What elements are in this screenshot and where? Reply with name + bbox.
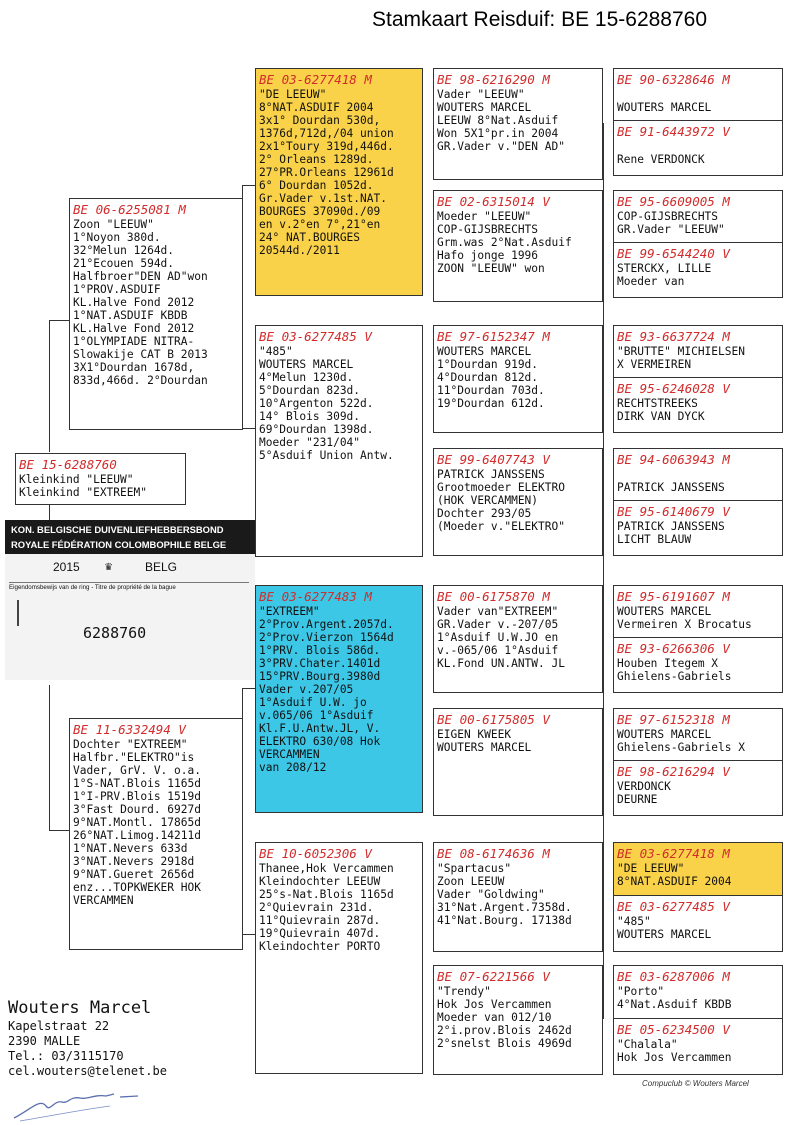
pedigree-line: WOUTERS MARCEL (617, 101, 712, 114)
connector (603, 380, 604, 498)
pedigree-line: v.065/06 1°Asduif (259, 709, 374, 722)
pedigree-line: Vader "Goldwing" (437, 888, 545, 901)
gen3-ring: BE 99-6407743 V (437, 452, 550, 467)
gen3-box (433, 708, 603, 816)
owner-city: 2390 MALLE (8, 1034, 81, 1048)
gen4-pair-box (613, 68, 783, 176)
gen4-ring: BE 03-6277418 M (617, 846, 730, 861)
pen-mark (17, 600, 19, 626)
certificate-body (5, 554, 255, 680)
pedigree-line: 11°Quievrain 287d. (259, 914, 381, 927)
pedigree-line: "DE LEEUW" (259, 88, 327, 101)
pedigree-line: 6° Dourdan 1052d. (259, 179, 374, 192)
gen3-ring: BE 00-6175805 V (437, 712, 550, 727)
pedigree-line: "485" (259, 345, 293, 358)
pedigree-line: v.-065/06 1°Asduif (437, 644, 559, 657)
pedigree-line: Kleindochter LEEUW (259, 875, 381, 888)
subject-line: Kleinkind "LEEUW" (19, 473, 134, 486)
pedigree-line: DEURNE (617, 793, 658, 806)
pedigree-line: Vermeiren X Brocatus (617, 618, 752, 631)
gen3-ring: BE 07-6221566 V (437, 969, 550, 984)
sire-sire-box (255, 68, 423, 296)
pedigree-line: 3X1°Dourdan 1678d, (73, 361, 195, 374)
gen4-entry (614, 637, 782, 693)
pedigree-line: (Moeder v."ELEKTRO" (437, 520, 565, 533)
pedigree-line: Moeder van (617, 275, 685, 288)
pedigree-line: 1376d,712d,/04 union (259, 127, 394, 140)
pedigree-line: LEEUW 8°Nat.Asduif (437, 114, 559, 127)
pedigree-line: 32°Melun 1264d. (73, 244, 175, 257)
connector (603, 894, 604, 1019)
sire-dam-ring: BE 03-6277485 V (259, 329, 372, 344)
pedigree-line: 27°PR.Orleans 12961d (259, 166, 394, 179)
pedigree-line: Gr.Vader v.1st.NAT. (259, 192, 387, 205)
certificate-header (5, 520, 255, 554)
gen3-box (433, 448, 603, 556)
pedigree-line (617, 140, 779, 153)
certificate-number: 6288760 (83, 624, 147, 642)
gen4-pair-box (613, 448, 783, 556)
gen4-entry (614, 449, 782, 500)
pedigree-line: WOUTERS MARCEL (437, 741, 532, 754)
gen3-box (433, 842, 603, 952)
pedigree-line: WOUTERS MARCEL (259, 358, 354, 371)
pedigree-line (617, 468, 779, 481)
pedigree-line: 2°i.prov.Blois 2462d (437, 1024, 572, 1037)
pedigree-line: 2x1°Toury 319d,446d. (259, 140, 394, 153)
gen4-ring: BE 93-6637724 M (617, 329, 730, 344)
pedigree-line: 10°Argenton 522d. (259, 397, 374, 410)
owner-phone: Tel.: 03/3115170 (8, 1049, 124, 1063)
pedigree-line: 833d,466d. 2°Dourdan (73, 374, 208, 387)
pedigree-line: Zoon LEEUW (437, 875, 505, 888)
pedigree-line: en v.2°en 7°,21°en (259, 218, 381, 231)
gen4-ring: BE 94-6063943 M (617, 452, 730, 467)
sire-box (69, 198, 243, 430)
pedigree-line: LICHT BLAUW (617, 533, 692, 546)
certificate-header-nl: KON. BELGISCHE DUIVENLIEFHEBBERSBOND (11, 524, 224, 535)
pedigree-line: 8°NAT.ASDUIF 2004 (617, 875, 732, 888)
pedigree-line: Hafo jonge 1996 (437, 249, 539, 262)
ring-certificate (5, 520, 255, 685)
pedigree-line: 69°Dourdan 1398d. (259, 423, 374, 436)
pedigree-line: VERDONCK (617, 780, 671, 793)
gen4-pair-box (613, 585, 783, 693)
pedigree-line: WOUTERS MARCEL (437, 101, 532, 114)
gen4-pair-box (613, 965, 783, 1075)
pedigree-line: Thanee,Hok Vercammen (259, 862, 394, 875)
pedigree-line: 3°Fast Dourd. 6927d (73, 803, 201, 816)
gen4-ring: BE 98-6216294 V (617, 764, 730, 779)
subject-box (15, 453, 186, 505)
pedigree-line: 26°NAT.Limog.14211d (73, 829, 201, 842)
pedigree-line: 1°I-PRV.Blois 1519d (73, 790, 201, 803)
connector (49, 505, 50, 520)
pedigree-line: 24° NAT.BOURGES (259, 231, 361, 244)
pedigree-line: "Trendy" (437, 985, 491, 998)
pedigree-line: Moeder "LEEUW" (437, 210, 532, 223)
footer-credit: Compuclub © Wouters Marcel (642, 1079, 749, 1088)
pedigree-line: Ghielens-Gabriels (617, 670, 732, 683)
pedigree-line: "485" (617, 915, 651, 928)
pedigree-line: PATRICK JANSSENS (617, 481, 725, 494)
gen4-ring: BE 91-6443972 V (617, 124, 730, 139)
connector (242, 688, 255, 689)
gen4-entry (614, 242, 782, 298)
pedigree-line: 1°OLYMPIADE NITRA- (73, 335, 195, 348)
gen3-box (433, 325, 603, 433)
pedigree-line: 14° Blois 309d. (259, 410, 361, 423)
gen4-ring: BE 95-6191607 M (617, 589, 730, 604)
pedigree-line: 19°Dourdan 612d. (437, 397, 545, 410)
pedigree-line: "Porto" (617, 985, 665, 998)
pedigree-line: "DE LEEUW" (617, 862, 685, 875)
gen3-ring: BE 02-6315014 V (437, 194, 550, 209)
dam-dam-box (255, 842, 423, 1074)
gen4-entry (614, 377, 782, 433)
pedigree-line: 3x1° Dourdan 530d, (259, 114, 381, 127)
pedigree-line: ZOON "LEEUW" won (437, 262, 545, 275)
pedigree-line: 20544d./2011 (259, 244, 340, 257)
gen3-ring: BE 97-6152347 M (437, 329, 550, 344)
signature (10, 1088, 190, 1122)
connector (242, 934, 255, 935)
pedigree-line: WOUTERS MARCEL (437, 345, 532, 358)
sire-ring: BE 06-6255081 M (73, 202, 186, 217)
pedigree-line: WOUTERS MARCEL (617, 728, 712, 741)
dam-box (69, 718, 243, 950)
pedigree-line: EIGEN KWEEK (437, 728, 512, 741)
pedigree-line: GR.Vader v."DEN AD" (437, 140, 565, 153)
pedigree-line: 8°NAT.ASDUIF 2004 (259, 101, 374, 114)
connector (242, 185, 255, 186)
pedigree-line: "Spartacus" (437, 862, 512, 875)
pedigree-line: Moeder "231/04" (259, 436, 361, 449)
pedigree-line: STERCKX, LILLE (617, 262, 712, 275)
gen4-entry (614, 1018, 782, 1074)
gen4-ring: BE 99-6544240 V (617, 246, 730, 261)
pedigree-line: Vader v.207/05 (259, 683, 354, 696)
pedigree-line: Halfbr."ELEKTRO"is (73, 751, 195, 764)
pedigree-line: Moeder van 012/10 (437, 1011, 552, 1024)
subject-ring: BE 15-6288760 (19, 457, 117, 472)
connector (603, 123, 604, 248)
pedigree-line: Dochter "EXTREEM" (73, 738, 188, 751)
pedigree-line: KL.Fond UN.ANTW. JL (437, 657, 565, 670)
sire-sire-ring: BE 03-6277418 M (259, 72, 372, 87)
gen4-pair-box (613, 708, 783, 816)
pedigree-line: Dochter 293/05 (437, 507, 532, 520)
sire-dam-box (255, 325, 423, 557)
gen4-ring: BE 03-6287006 M (617, 969, 730, 984)
certificate-year: 2015 (53, 560, 80, 574)
pedigree-line: WOUTERS MARCEL (617, 928, 712, 941)
pedigree-line: 1°PROV.ASDUIF (73, 283, 161, 296)
page-title: Stamkaart Reisduif: BE 15-6288760 (372, 8, 708, 31)
dam-sire-box (255, 585, 423, 813)
gen4-entry (614, 966, 782, 1018)
owner-name: Wouters Marcel (8, 998, 152, 1018)
pedigree-line: 2°Prov.Vierzon 1564d (259, 631, 394, 644)
pedigree-line: 11°Dourdan 703d. (437, 384, 545, 397)
pedigree-line: Houben Itegem X (617, 657, 719, 670)
pedigree-line: WOUTERS MARCEL (617, 605, 712, 618)
pedigree-line: 2°Prov.Argent.2057d. (259, 618, 394, 631)
owner-block (8, 997, 167, 1079)
gen4-entry (614, 586, 782, 637)
pedigree-line: KL.Halve Fond 2012 (73, 322, 195, 335)
pedigree-line: 21°Ecouen 594d. (73, 257, 175, 270)
pedigree-line: KL.Halve Fond 2012 (73, 296, 195, 309)
pedigree-line: Vader, GrV. V. o.a. (73, 764, 201, 777)
certificate-header-fr: ROYALE FÉDÉRATION COLOMBOPHILE BELGE (11, 539, 227, 550)
connector (49, 320, 69, 321)
owner-email[interactable]: cel.wouters@telenet.be (8, 1064, 167, 1078)
pedigree-line: Halfbroer"DEN AD"won (73, 270, 208, 283)
crown-icon: ♛ (105, 559, 113, 573)
pedigree-line: Hok Jos Vercammen (617, 1051, 732, 1064)
subject-line: Kleinkind "EXTREEM" (19, 486, 147, 499)
pedigree-line: 31°Nat.Argent.7358d. (437, 901, 572, 914)
gen4-entry (614, 326, 782, 377)
pedigree-line: Kleindochter PORTO (259, 940, 381, 953)
pedigree-line: COP-GIJSBRECHTS (437, 223, 539, 236)
gen4-ring: BE 95-6140679 V (617, 504, 730, 519)
pedigree-line: PATRICK JANSSENS (437, 468, 545, 481)
pedigree-line: Kl.F.U.Antw.JL, V. (259, 722, 381, 735)
dam-dam-ring: BE 10-6052306 V (259, 846, 372, 861)
pedigree-line: 2°Quievrain 231d. (259, 901, 374, 914)
gen3-ring: BE 00-6175870 M (437, 589, 550, 604)
connector (603, 758, 604, 894)
gen4-entry (614, 191, 782, 242)
pedigree-line: 41°Nat.Bourg. 17138d (437, 914, 572, 927)
certificate-country: BELG (145, 560, 178, 574)
pedigree-line: 1°S-NAT.Blois 1165d (73, 777, 201, 790)
connector (242, 428, 255, 429)
owner-street: Kapelstraat 22 (8, 1019, 110, 1033)
pedigree-line: 25°s-Nat.Blois 1165d (259, 888, 394, 901)
gen3-box (433, 585, 603, 693)
gen3-ring: BE 08-6174636 M (437, 846, 550, 861)
pedigree-line: (HOK VERCAMMEN) (437, 494, 539, 507)
pedigree-line: GR.Vader "LEEUW" (617, 223, 725, 236)
pedigree-line: 1°Dourdan 919d. (437, 358, 539, 371)
pedigree-line: PATRICK JANSSENS (617, 520, 725, 533)
gen4-pair-box (613, 190, 783, 298)
pedigree-line: VERCAMMEN (259, 748, 320, 761)
pedigree-line: 19°Quievrain 407d. (259, 927, 381, 940)
pedigree-line: 3°NAT.Nevers 2918d (73, 855, 195, 868)
connector (49, 830, 69, 831)
gen4-entry (614, 69, 782, 120)
pedigree-line: enz...TOPKWEKER HOK (73, 881, 201, 894)
pedigree-line: Ghielens-Gabriels X (617, 741, 745, 754)
pedigree-line: 1°PRV. Blois 586d. (259, 644, 381, 657)
gen3-box (433, 68, 603, 180)
pedigree-line: 2° Orleans 1289d. (259, 153, 374, 166)
pedigree-line (617, 88, 779, 101)
gen4-ring: BE 93-6266306 V (617, 641, 730, 656)
pedigree-line: VERCAMMEN (73, 894, 134, 907)
gen4-ring: BE 05-6234500 V (617, 1022, 730, 1037)
gen4-ring: BE 95-6246028 V (617, 381, 730, 396)
pedigree-line: van 208/12 (259, 761, 327, 774)
pedigree-line: DIRK VAN DYCK (617, 410, 705, 423)
connector (49, 320, 50, 452)
pedigree-line: 9°NAT.Gueret 2656d (73, 868, 195, 881)
pedigree-line: 5°Asduif Union Antw. (259, 449, 394, 462)
pedigree-line: "EXTREEM" (259, 605, 320, 618)
gen4-ring: BE 95-6609005 M (617, 194, 730, 209)
connector (603, 498, 604, 640)
pedigree-line: "BRUTTE" MICHIELSEN (617, 345, 745, 358)
pedigree-line: Grm.was 2°Nat.Asduif (437, 236, 572, 249)
pedigree-line: 1°Noyon 380d. (73, 231, 161, 244)
pedigree-line: Rene VERDONCK (617, 153, 705, 166)
pedigree-line: Grootmoeder ELEKTRO (437, 481, 565, 494)
pedigree-line: BOURGES 37090d./09 (259, 205, 381, 218)
dam-ring: BE 11-6332494 V (73, 722, 186, 737)
pedigree-line: Vader van"EXTREEM" (437, 605, 559, 618)
gen3-box (433, 965, 603, 1075)
gen4-entry (614, 760, 782, 816)
pedigree-line: 4°Melun 1230d. (259, 371, 354, 384)
gen4-pair-box (613, 842, 783, 952)
pedigree-line: 1°NAT.ASDUIF KBDB (73, 309, 188, 322)
pedigree-line: 15°PRV.Bourg.3980d (259, 670, 381, 683)
certificate-ownership-text: Eigendomsbewijs van de ring - Titre de propriété de la bague (9, 582, 249, 593)
gen3-box (433, 190, 603, 302)
pedigree-line: COP-GIJSBRECHTS (617, 210, 719, 223)
pedigree-line: Zoon "LEEUW" (73, 218, 154, 231)
pedigree-line: 1°Asduif U.W. jo (259, 696, 367, 709)
pedigree-line: X VERMEIREN (617, 358, 692, 371)
pedigree-line: 4°Dourdan 812d. (437, 371, 539, 384)
connector (49, 685, 50, 831)
connector (603, 248, 604, 380)
pedigree-line: 5°Dourdan 823d. (259, 384, 361, 397)
pedigree-line: Slowakije CAT B 2013 (73, 348, 208, 361)
pedigree-line: Vader "LEEUW" (437, 88, 525, 101)
gen4-pair-box (613, 325, 783, 433)
gen4-ring: BE 03-6277485 V (617, 899, 730, 914)
pedigree-line: ELEKTRO 630/08 Hok (259, 735, 381, 748)
connector (603, 640, 604, 758)
pedigree-line: Hok Jos Vercammen (437, 998, 552, 1011)
pedigree-line: "Chalala" (617, 1038, 678, 1051)
pedigree-line: 1°NAT.Nevers 633d (73, 842, 188, 855)
pedigree-line: Won 5X1°pr.in 2004 (437, 127, 559, 140)
gen4-entry (614, 500, 782, 556)
gen4-ring: BE 97-6152318 M (617, 712, 730, 727)
pedigree-line: GR.Vader v.-207/05 (437, 618, 559, 631)
gen4-entry (614, 709, 782, 760)
gen4-entry (614, 895, 782, 951)
gen3-ring: BE 98-6216290 M (437, 72, 550, 87)
dam-sire-ring: BE 03-6277483 M (259, 589, 372, 604)
pedigree-line: 4°Nat.Asduif KBDB (617, 998, 732, 1011)
pedigree-line: RECHTSTREEKS (617, 397, 698, 410)
gen4-entry (614, 843, 782, 895)
pedigree-line: 1°Asduif U.W.JO en (437, 631, 559, 644)
pedigree-line: 3°PRV.Chater.1401d (259, 657, 381, 670)
pedigree-line: 9°NAT.Montl. 17865d (73, 816, 201, 829)
gen4-entry (614, 120, 782, 176)
gen4-ring: BE 90-6328646 M (617, 72, 730, 87)
pedigree-line: 2°snelst Blois 4969d (437, 1037, 572, 1050)
